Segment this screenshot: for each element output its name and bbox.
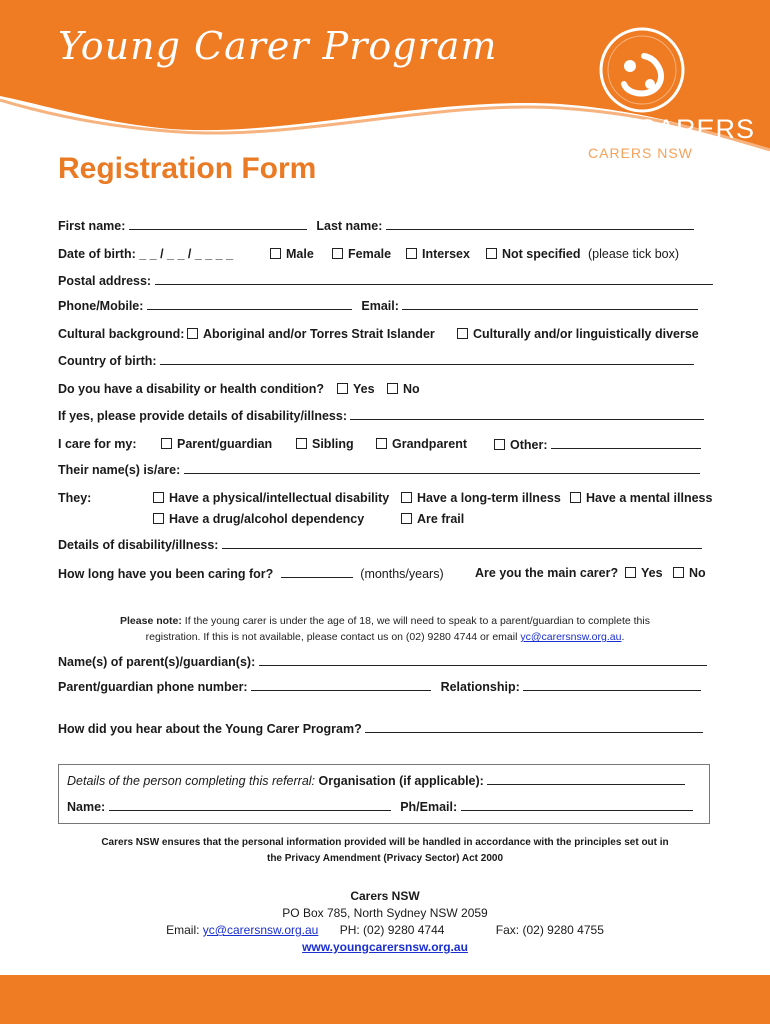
their-names-label: Their name(s) is/are:: [58, 463, 181, 477]
intersex-label: Intersex: [422, 247, 470, 261]
last-name-field[interactable]: [386, 218, 694, 230]
months-years-label: (months/years): [360, 567, 444, 581]
postal-field[interactable]: [155, 273, 713, 285]
cald-checkbox[interactable]: [457, 328, 468, 339]
parent-phone-row: [58, 679, 701, 694]
referral-org-label: Organisation (if applicable):: [318, 774, 484, 788]
young-carers-logo-icon: [598, 26, 686, 114]
they-label: They:: [58, 491, 92, 505]
note-line-2: registration. If this is not available, please contact us on (02) 9280 4744 or email: [145, 631, 521, 643]
relationship-label: Relationship:: [440, 680, 520, 694]
frail-checkbox[interactable]: [401, 513, 412, 524]
first-name-field[interactable]: [129, 218, 307, 230]
header-banner: [0, 0, 770, 160]
male-checkbox[interactable]: [270, 248, 281, 259]
long-term-illness-label: Have a long-term illness: [417, 491, 561, 505]
disability-yes-label: Yes: [353, 382, 375, 396]
main-carer-row: [475, 566, 618, 580]
dob-field[interactable]: Date of birth: _ _ / _ _ / _ _ _ _: [58, 247, 234, 261]
brand-name: YOUNG CARERS: [524, 114, 756, 144]
other-label: Other:: [510, 438, 548, 452]
phone-label: Phone/Mobile:: [58, 299, 144, 313]
privacy-line-1: Carers NSW ensures that the personal information provided will be handled in accordance with the principles set out in: [101, 837, 669, 848]
intersex-checkbox[interactable]: [406, 248, 417, 259]
disability-no-checkbox[interactable]: [387, 383, 398, 394]
how-long-label: How long have you been caring for?: [58, 567, 274, 581]
other-checkbox[interactable]: [494, 439, 505, 450]
referral-name-row: [67, 799, 693, 814]
footer-address: PO Box 785, North Sydney NSW 2059: [282, 906, 488, 920]
main-carer-no-checkbox[interactable]: [673, 567, 684, 578]
note-bold: Please note:: [120, 615, 182, 627]
brand-subtitle: CARERS NSW: [588, 145, 693, 161]
phone-email-row: [58, 298, 698, 313]
disability-details-row: [58, 408, 704, 423]
footer-contact-line: [0, 922, 770, 939]
phone-field[interactable]: [147, 298, 352, 310]
drug-alcohol-label: Have a drug/alcohol dependency: [169, 512, 365, 526]
not-specified-label: Not specified: [502, 247, 581, 261]
footer-website-link[interactable]: www.youngcarersnsw.org.au: [302, 940, 468, 954]
parental-consent-note: [60, 613, 710, 645]
bottom-orange-bar: [0, 975, 770, 1024]
name-row: [58, 218, 694, 233]
privacy-line-2: the Privacy Amendment (Privacy Sector) Act 2000: [266, 853, 504, 864]
main-carer-label: Are you the main carer?: [475, 566, 619, 580]
how-hear-field[interactable]: [365, 721, 703, 733]
note-line-1: If the young carer is under the age of 18, we will need to speak to a parent/guardian to complete this: [181, 615, 650, 627]
last-name-label: Last name:: [316, 219, 383, 233]
relationship-field[interactable]: [523, 679, 701, 691]
male-label: Male: [286, 247, 314, 261]
illness-details-row: [58, 537, 702, 552]
main-carer-yes-checkbox[interactable]: [625, 567, 636, 578]
referral-org-field[interactable]: [487, 773, 685, 785]
footer-email-link[interactable]: yc@carersnsw.org.au: [202, 923, 319, 937]
referral-name-field[interactable]: [109, 799, 391, 811]
their-names-field[interactable]: [184, 462, 700, 474]
referral-phemail-field[interactable]: [461, 799, 693, 811]
disability-yes-checkbox[interactable]: [337, 383, 348, 394]
parent-guardian-checkbox[interactable]: [161, 438, 172, 449]
parent-names-row: [58, 654, 707, 669]
parent-names-label: Name(s) of parent(s)/guardian(s):: [58, 655, 256, 669]
caring-row: [58, 566, 444, 581]
drug-alcohol-checkbox[interactable]: [153, 513, 164, 524]
how-hear-label: How did you hear about the Young Carer Program?: [58, 722, 362, 736]
grandparent-label: Grandparent: [392, 437, 468, 451]
tick-note: (please tick box): [588, 247, 680, 261]
country-field[interactable]: [160, 353, 694, 365]
country-row: [58, 353, 694, 368]
mental-illness-label: Have a mental illness: [586, 491, 713, 505]
illness-details-label: Details of disability/illness:: [58, 538, 219, 552]
how-hear-row: [58, 721, 703, 736]
grandparent-checkbox[interactable]: [376, 438, 387, 449]
physical-disability-checkbox[interactable]: [153, 492, 164, 503]
how-long-field[interactable]: [281, 566, 353, 578]
country-label: Country of birth:: [58, 354, 157, 368]
frail-label: Are frail: [417, 512, 465, 526]
aboriginal-checkbox[interactable]: [187, 328, 198, 339]
dob-row: [58, 247, 233, 261]
long-term-illness-checkbox[interactable]: [401, 492, 412, 503]
footer-fax: Fax: (02) 9280 4755: [495, 923, 604, 937]
footer-org: Carers NSW: [350, 889, 420, 903]
physical-disability-label: Have a physical/intellectual disability: [169, 491, 390, 505]
disability-details-label: If yes, please provide details of disability/illness:: [58, 409, 347, 423]
disability-details-field[interactable]: [350, 408, 704, 420]
they-row: [58, 491, 91, 505]
cald-label: Culturally and/or linguistically diverse: [473, 327, 699, 341]
disability-no-label: No: [403, 382, 420, 396]
parent-phone-label: Parent/guardian phone number:: [58, 680, 248, 694]
sibling-label: Sibling: [312, 437, 354, 451]
care-for-label: I care for my:: [58, 437, 137, 451]
disability-question: Do you have a disability or health condition?: [58, 382, 325, 396]
care-for-row: [58, 437, 137, 451]
program-title: Young Carer Program: [58, 24, 498, 68]
postal-row: [58, 273, 713, 288]
referral-phemail-label: Ph/Email:: [400, 800, 458, 814]
female-label: Female: [348, 247, 392, 261]
main-carer-no-label: No: [689, 566, 706, 580]
other-field[interactable]: [551, 437, 701, 449]
referral-org-row: [67, 773, 685, 788]
footer-email-label: Email:: [166, 923, 203, 937]
mental-illness-checkbox[interactable]: [570, 492, 581, 503]
first-name-label: First name:: [58, 219, 126, 233]
referral-name-label: Name:: [67, 800, 106, 814]
sibling-checkbox[interactable]: [296, 438, 307, 449]
parent-names-field[interactable]: [259, 654, 707, 666]
female-checkbox[interactable]: [332, 248, 343, 259]
main-carer-yes-label: Yes: [641, 566, 663, 580]
illness-details-field[interactable]: [222, 537, 702, 549]
email-field[interactable]: [402, 298, 698, 310]
parent-phone-field[interactable]: [251, 679, 431, 691]
contact-footer: [0, 888, 770, 956]
their-names-row: [58, 462, 700, 477]
aboriginal-label: Aboriginal and/or Torres Strait Islander: [203, 327, 435, 341]
privacy-statement: [60, 835, 710, 867]
form-title: Registration Form: [58, 152, 317, 185]
cultural-row: [58, 327, 184, 341]
email-label: Email:: [361, 299, 399, 313]
note-email-link[interactable]: yc@carersnsw.org.au: [520, 631, 622, 643]
parent-guardian-label: Parent/guardian: [177, 437, 273, 451]
not-specified-checkbox[interactable]: [486, 248, 497, 259]
note-end: .: [621, 631, 625, 643]
disability-row: [58, 382, 324, 396]
referral-italic-label: Details of the person completing this referral:: [67, 774, 316, 788]
cultural-label: Cultural background:: [58, 327, 185, 341]
footer-phone: PH: (02) 9280 4744: [339, 923, 445, 937]
referral-details-box: [58, 764, 710, 824]
postal-label: Postal address:: [58, 274, 152, 288]
